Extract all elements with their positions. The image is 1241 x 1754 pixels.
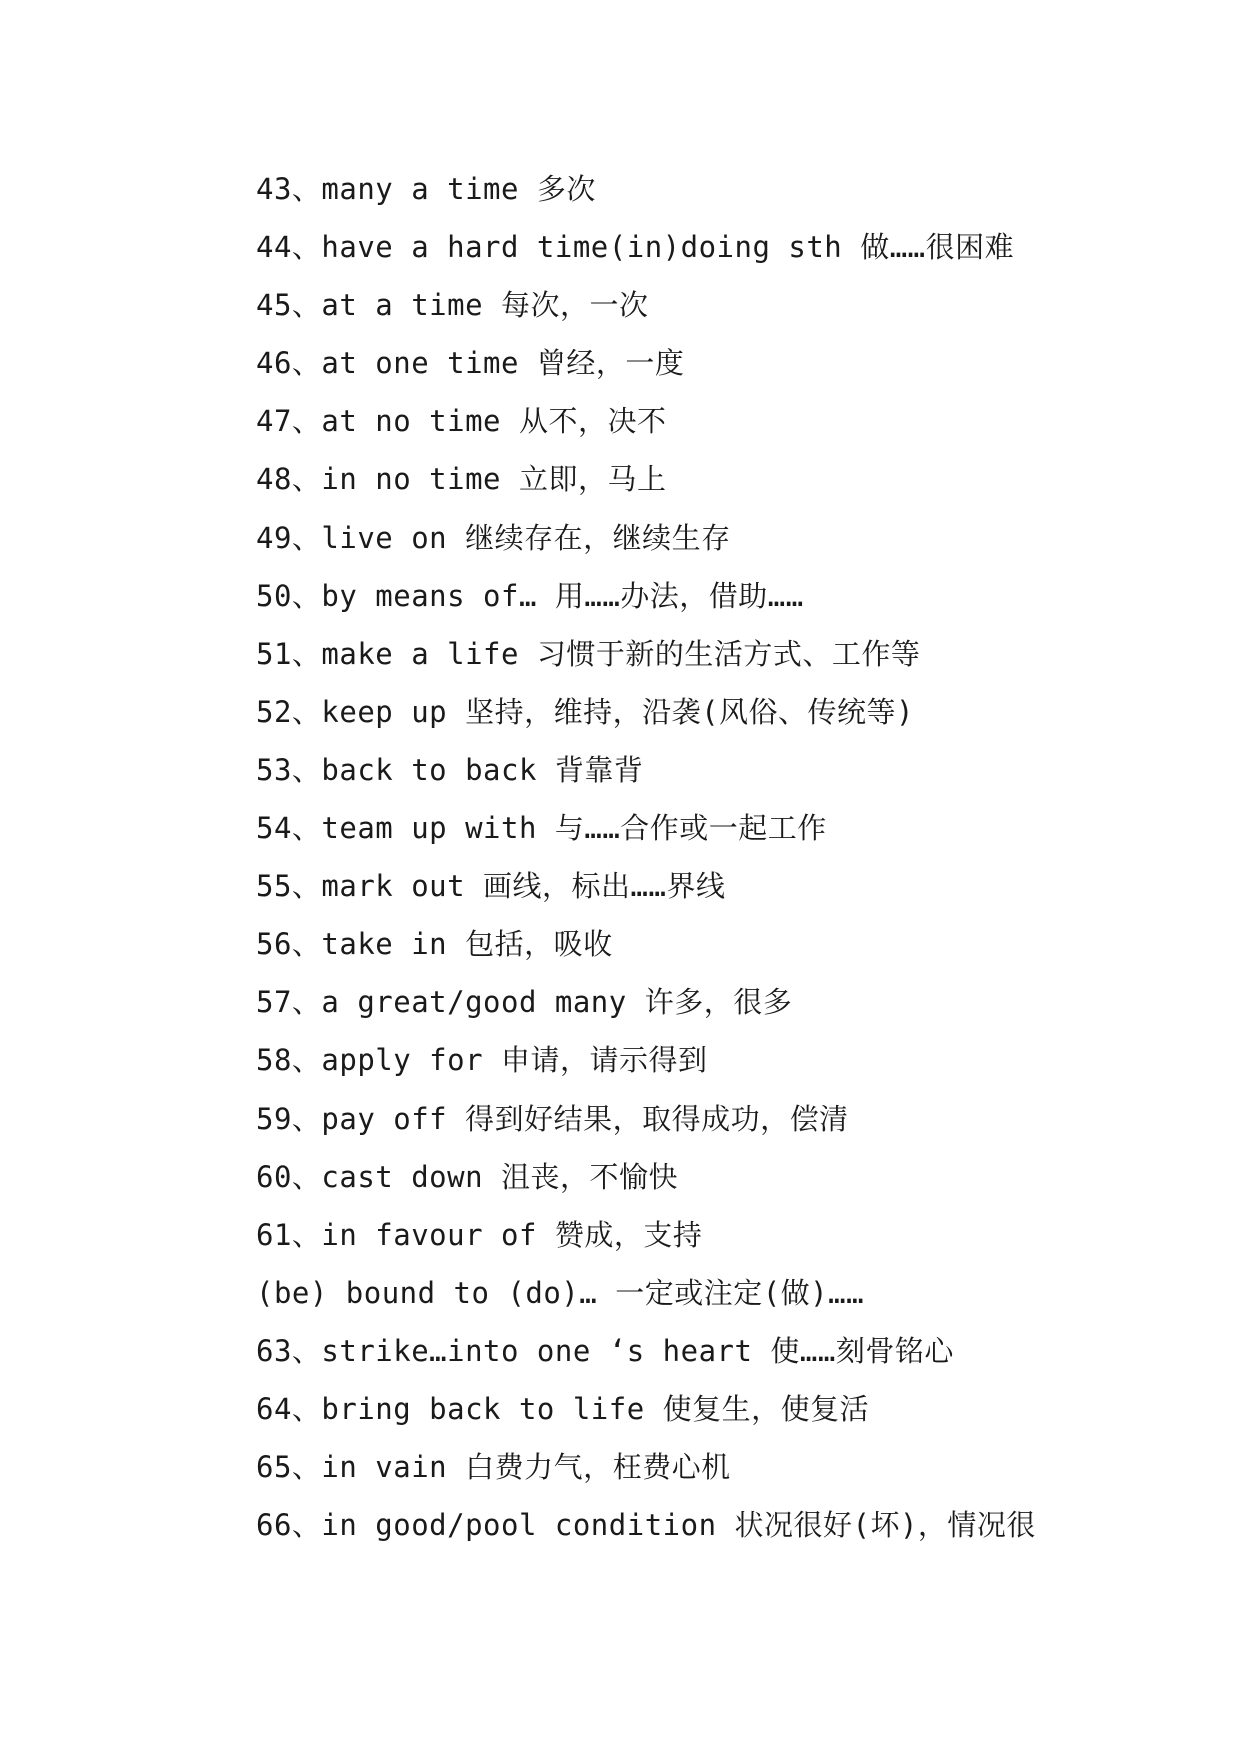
phrase-line: 47、at no time 从不，决不 — [256, 404, 667, 439]
phrase-line: (be) bound to (do)… 一定或注定(做)…… — [256, 1275, 865, 1310]
phrase-line: 56、take in 包括，吸收 — [256, 927, 613, 962]
phrase-line: 55、mark out 画线，标出……界线 — [256, 869, 726, 904]
phrase-line: 53、back to back 背靠背 — [256, 752, 644, 787]
phrase-line: 49、live on 继续存在，继续生存 — [256, 520, 731, 555]
phrase-line: 44、have a hard time(in)doing sth 做……很困难 — [256, 230, 1015, 265]
phrase-line: 66、in good/pool condition 状况很好(坏)，情况很 — [256, 1508, 1036, 1543]
phrase-line: 58、apply for 申请，请示得到 — [256, 1043, 708, 1078]
phrase-list — [256, 160, 1176, 1554]
phrase-line: 59、pay off 得到好结果，取得成功，偿清 — [256, 1101, 849, 1136]
phrase-line: 63、strike…into one ‘s heart 使……刻骨铭心 — [256, 1333, 954, 1368]
phrase-line: 45、at a time 每次，一次 — [256, 288, 649, 323]
phrase-line: 50、by means of… 用……办法，借助…… — [256, 578, 804, 613]
phrase-line: 64、bring back to life 使复生，使复活 — [256, 1391, 870, 1426]
phrase-line: 60、cast down 沮丧，不愉快 — [256, 1159, 679, 1194]
phrase-line: 48、in no time 立即，马上 — [256, 462, 667, 497]
phrase-line: 52、keep up 坚持，维持，沿袭(风俗、传统等) — [256, 694, 915, 729]
phrase-line: 57、a great/good many 许多，很多 — [256, 985, 793, 1020]
phrase-line: 51、make a life 习惯于新的生活方式、工作等 — [256, 636, 921, 671]
phrase-line: 43、many a time 多次 — [256, 172, 596, 206]
phrase-line: 65、in vain 白费力气，枉费心机 — [256, 1450, 731, 1485]
phrase-line: 54、team up with 与……合作或一起工作 — [256, 811, 827, 846]
phrase-line: 46、at one time 曾经，一度 — [256, 346, 685, 381]
phrase-line: 61、in favour of 赞成，支持 — [256, 1217, 703, 1252]
